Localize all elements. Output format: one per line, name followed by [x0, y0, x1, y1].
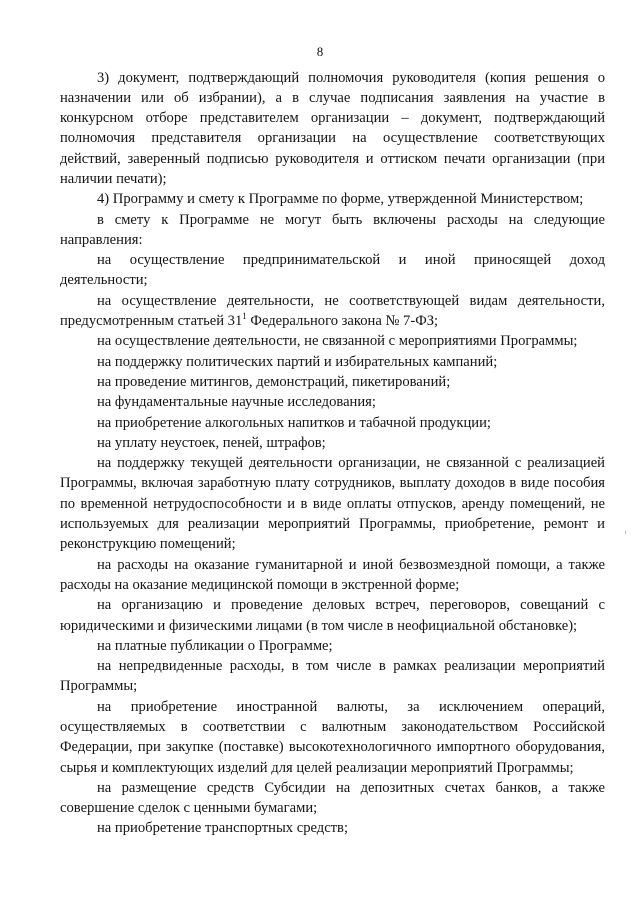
list-item-nonconforming-activity-text: на осуществление деятельности, не соответствующей видам деятельности, предусмотренным статьей 31: [60, 292, 605, 330]
paragraph-excluded-expenses-intro: в смету к Программе не могут быть включены расходы на следующие направления:: [60, 211, 605, 248]
list-item-political-parties: на поддержку политических партий и избирательных кампаний;: [97, 353, 498, 370]
list-item-entrepreneurial-activity: на осуществление предпринимательской и иной приносящей доход деятельности;: [60, 252, 605, 289]
list-item-alcohol-tobacco: на приобретение алкогольных напитков и табачной продукции;: [97, 414, 491, 431]
list-item-fundamental-research: на фундаментальные научные исследования;: [97, 394, 376, 411]
list-item-unforeseen-expenses: на непредвиденные расходы, в том числе в рамках реализации мероприятий Программы;: [60, 658, 605, 695]
list-item-humanitarian-aid: на расходы на оказание гуманитарной и иной безвозмездной помощи, а также расходы на оказание медицинской помощи в экстренной форме;: [60, 556, 605, 593]
list-item-nonconforming-activity: [60, 291, 605, 332]
list-item-penalties: на уплату неустоек, пеней, штрафов;: [97, 434, 326, 451]
list-item-rallies: на проведение митингов, демонстраций, пикетирований;: [97, 373, 451, 390]
page-number: 8: [316, 44, 324, 59]
paragraph-document-powers: 3) документ, подтверждающий полномочия руководителя (копия решения о назначении или об избрании), а в случае подписания заявления на участие в конкурсном отборе представителем организации – документ, подтверждающий полномочия представителя организации на осуществление соответствующих действий, заверенный подписью руководителя и оттиском печати организации (при наличии печати);: [60, 69, 605, 187]
list-item-unrelated-activity: на осуществление деятельности, не связанной с мероприятиями Программы;: [97, 333, 578, 350]
list-item-paid-publications: на платные публикации о Программе;: [97, 637, 333, 654]
list-item-vehicles: на приобретение транспортных средств;: [97, 820, 349, 837]
scan-mark: [625, 531, 626, 534]
article-superscript: 1: [242, 311, 247, 322]
list-item-current-activity: на поддержку текущей деятельности организации, не связанной с реализацией Программы, включая заработную плату сотрудников, выплату доходов в виде пособия по временной нетрудоспособности и в виде оплаты отпусков, аренду помещений, не используемых для реализации мероприятий Программы, приобретение, ремонт и реконструкцию помещений;: [60, 455, 605, 553]
list-item-foreign-currency: на приобретение иностранной валюты, за исключением операций, осуществляемых в соответствии с валютным законодательством Российской Федерации, при закупке (поставке) высокотехнологичного импортного оборудования, сырья и комплектующих изделий для целей реализации мероприятий Программы;: [60, 698, 605, 776]
list-item-nonconforming-activity-tail: Федерального закона № 7-ФЗ;: [246, 313, 439, 330]
body-text: [60, 68, 605, 839]
paragraph-program-estimate: 4) Программу и смету к Программе по форме, утвержденной Министерством;: [97, 191, 584, 208]
list-item-bank-deposits: на размещение средств Субсидии на депозитных счетах банков, а также совершение сделок с ценными бумагами;: [60, 779, 605, 817]
list-item-business-meetings: на организацию и проведение деловых встреч, переговоров, совещаний с юридическими и физическими лицами (в том числе в неофициальной обстановке);: [60, 597, 605, 634]
